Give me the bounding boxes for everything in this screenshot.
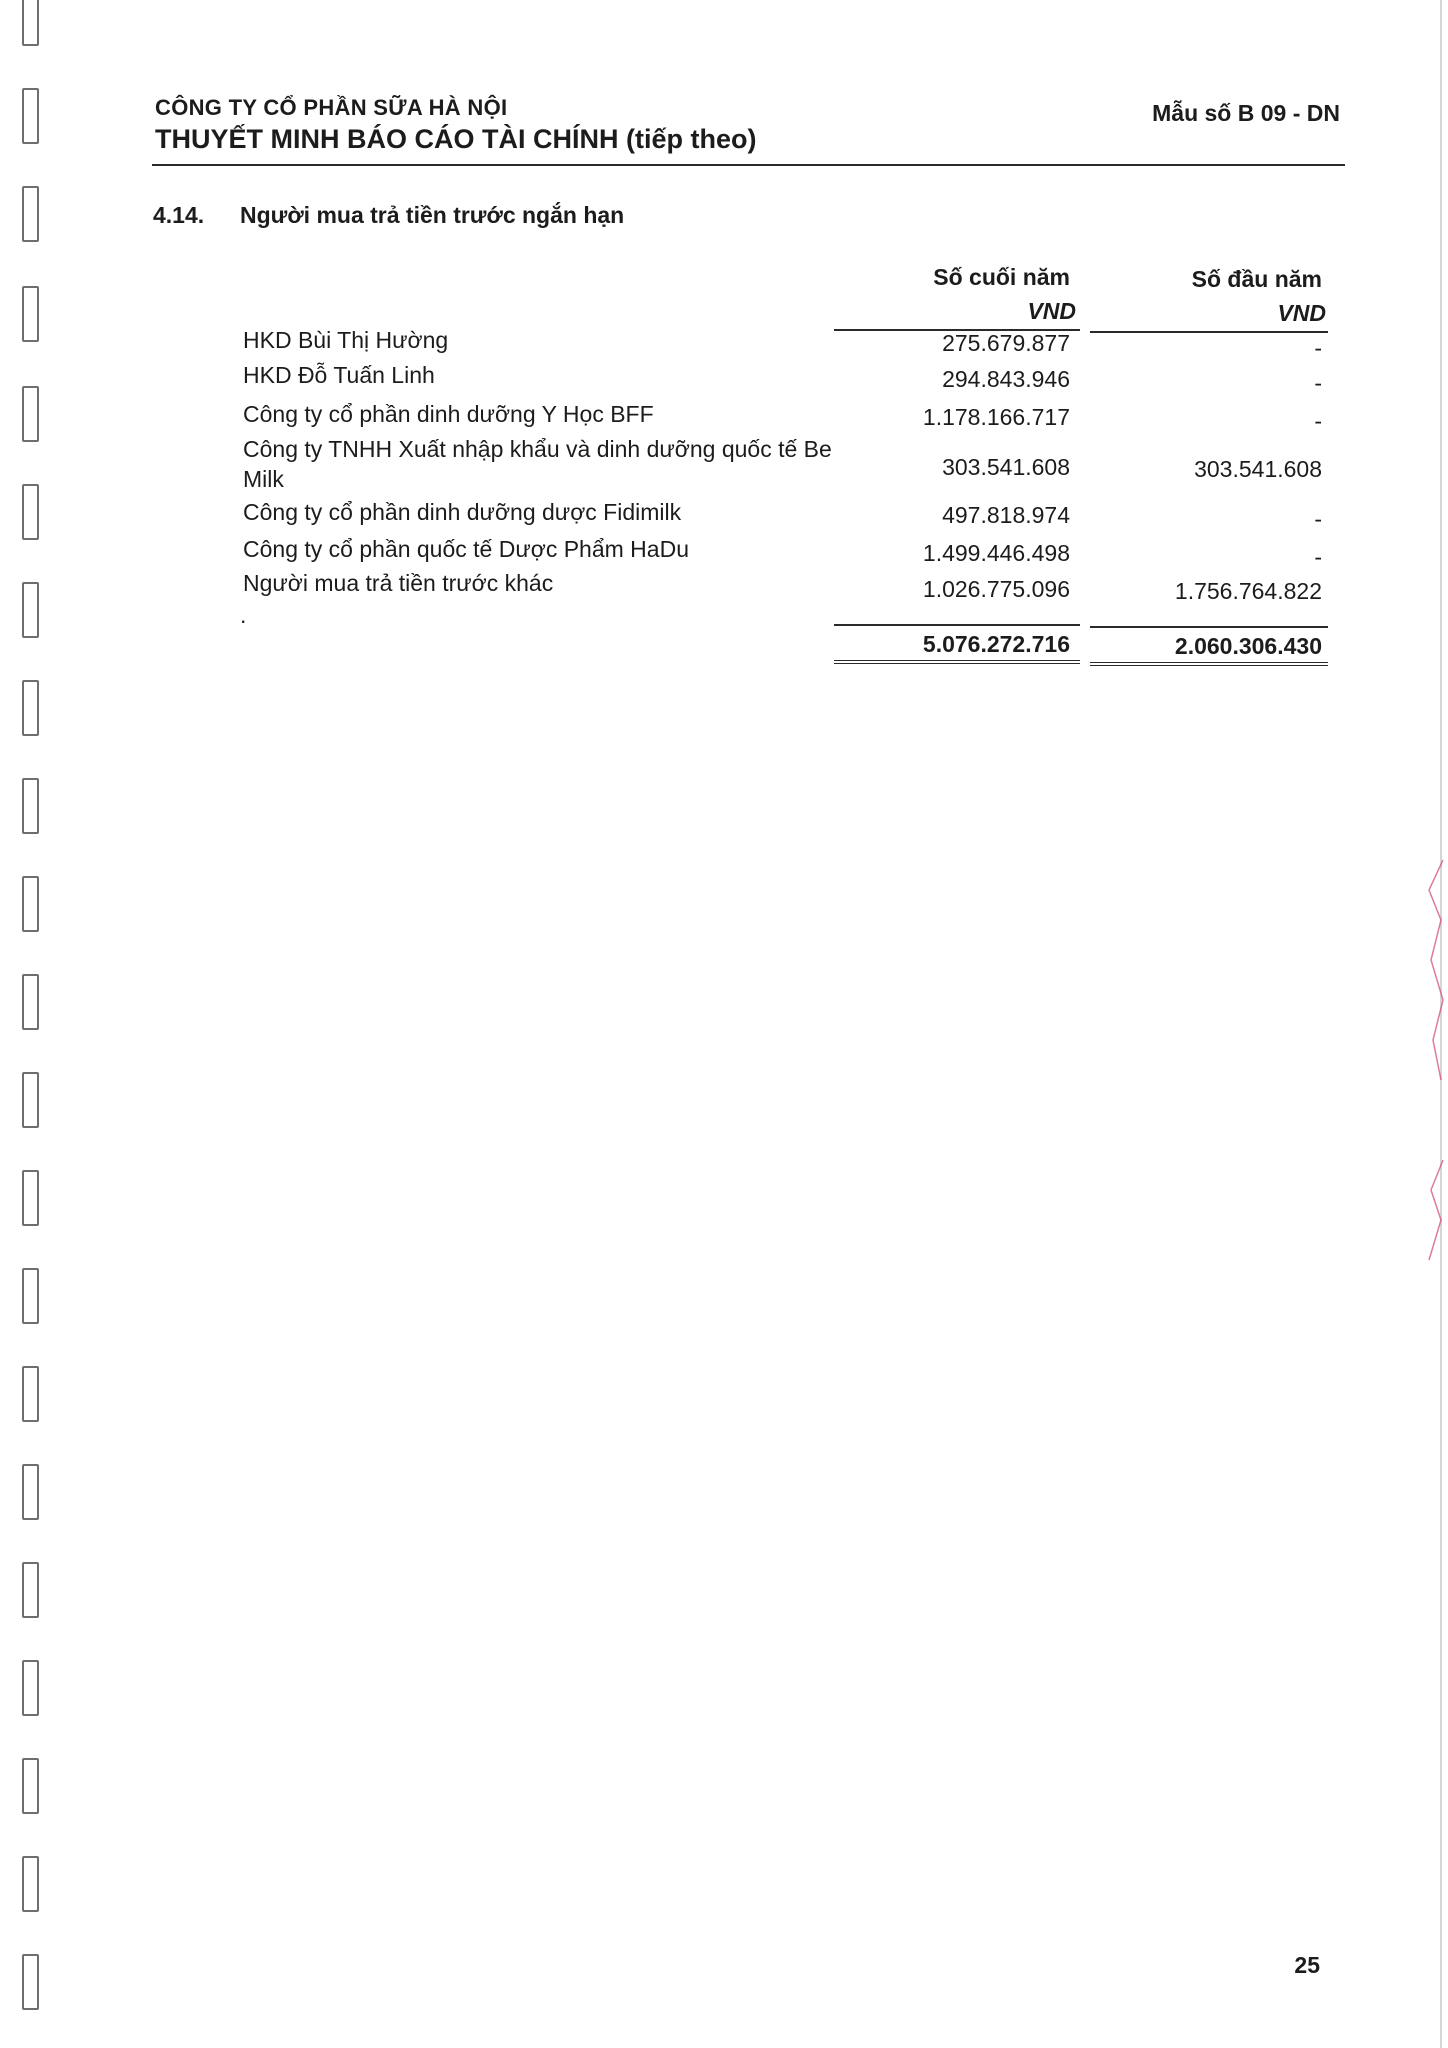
binder-hole	[22, 1562, 39, 1618]
row-label: Công ty cổ phần quốc tế Dược Phẩm HaDu	[243, 536, 689, 562]
header-rule	[152, 164, 1345, 166]
row-value-end: 1.499.446.498	[922, 540, 1070, 566]
row-value-end: 497.818.974	[942, 502, 1070, 528]
total-overline-begin	[1090, 626, 1328, 628]
row-value-begin: 1.756.764.822	[1174, 578, 1322, 604]
binder-hole	[22, 1856, 39, 1912]
row-label: Người mua trả tiền trước khác	[243, 570, 554, 596]
binder-hole	[22, 582, 39, 638]
row-value-begin: -	[1314, 335, 1322, 361]
header-underline-begin	[1090, 331, 1328, 333]
row-value-begin: -	[1314, 370, 1322, 396]
row-value-end: 275.679.877	[942, 330, 1070, 356]
binder-hole	[22, 1268, 39, 1324]
binder-hole	[22, 1660, 39, 1716]
binder-hole	[22, 484, 39, 540]
binder-hole	[22, 0, 39, 46]
stray-mark: .	[240, 602, 247, 628]
section-title: Người mua trả tiền trước ngắn hạn	[240, 202, 625, 228]
binder-hole	[22, 286, 39, 342]
binder-hole	[22, 1758, 39, 1814]
column-unit-begin: VND	[1277, 300, 1326, 326]
row-label: HKD Đỗ Tuấn Linh	[243, 362, 435, 388]
column-unit-end: VND	[1027, 298, 1076, 324]
binder-hole	[22, 974, 39, 1030]
stamp-fragment	[1425, 860, 1445, 1280]
binder-hole	[22, 1170, 39, 1226]
binder-hole	[22, 186, 39, 242]
total-underline-end	[834, 660, 1080, 664]
total-value-end: 5.076.272.716	[922, 631, 1070, 657]
row-value-end: 303.541.608	[942, 454, 1070, 480]
total-value-begin: 2.060.306.430	[1174, 633, 1322, 659]
row-label: Công ty cổ phần dinh dưỡng Y Học BFF	[243, 401, 654, 427]
row-value-begin: 303.541.608	[1194, 456, 1322, 482]
binder-hole	[22, 680, 39, 736]
column-header-begin: Số đầu năm	[1191, 266, 1322, 292]
row-label: HKD Bùi Thị Hường	[243, 327, 449, 353]
binder-hole	[22, 88, 39, 144]
report-title: THUYẾT MINH BÁO CÁO TÀI CHÍNH (tiếp theo)	[155, 124, 757, 154]
binder-hole	[22, 1072, 39, 1128]
row-value-end: 1.178.166.717	[922, 404, 1070, 430]
company-name: CÔNG TY CỔ PHẦN SỮA HÀ NỘI	[155, 95, 508, 120]
binder-hole	[22, 1366, 39, 1422]
row-label: Công ty TNHH Xuất nhập khẩu và dinh dưỡng quốc tế Be Milk	[243, 436, 832, 492]
row-value-begin: -	[1314, 544, 1322, 570]
row-label: Công ty cổ phần dinh dưỡng dược Fidimilk	[243, 499, 682, 525]
form-code: Mẫu số B 09 - DN	[1152, 100, 1340, 126]
row-value-begin: -	[1314, 506, 1322, 532]
binder-hole	[22, 386, 39, 442]
section-number: 4.14.	[153, 202, 205, 228]
binder-hole	[22, 876, 39, 932]
binder-hole	[22, 778, 39, 834]
binder-hole	[22, 1954, 39, 2010]
page-number: 25	[1294, 1952, 1320, 1978]
binder-hole	[22, 1464, 39, 1520]
column-header-end: Số cuối năm	[933, 264, 1070, 290]
row-value-end: 1.026.775.096	[922, 576, 1070, 602]
row-value-begin: -	[1314, 408, 1322, 434]
total-underline-begin	[1090, 662, 1328, 666]
row-value-end: 294.843.946	[942, 366, 1070, 392]
total-overline-end	[834, 624, 1080, 626]
